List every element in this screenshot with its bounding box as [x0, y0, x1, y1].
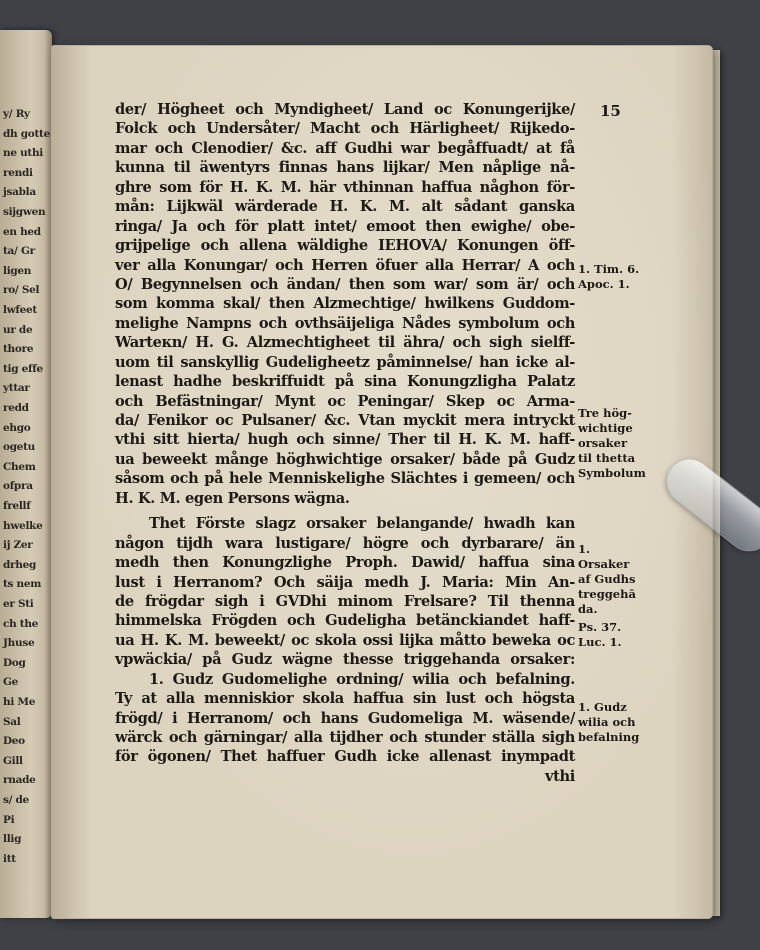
text-line: ua beweekt månge höghwichtige orsaker/ både på Gudz: [115, 450, 575, 468]
facing-page-line: Gill: [3, 754, 23, 767]
text-line: och Befästningar/ Mynt oc Peningar/ Skep oc Arma-: [115, 392, 575, 410]
facing-page-line: hi Me: [3, 696, 36, 708]
margin-note-tim-apoc: 1. Tim. 6. Apoc. 1.: [578, 262, 640, 291]
facing-page-line: rendi: [3, 166, 33, 179]
text-line: medh then Konungzlighe Proph. Dawid/ haffua sina: [115, 554, 575, 572]
text-line: mån: Lijkwäl wärderade H. K. M. alt sådant ganska: [115, 198, 575, 216]
margin-note-ps-luc: Ps. 37. Luc. 1.: [578, 620, 622, 649]
paragraph-1: [115, 100, 575, 508]
facing-page-line: ofpra: [3, 480, 33, 493]
text-line: Warteкn/ H. G. Alzmechtigheet til ähra/ och sigh sielff-: [115, 334, 575, 352]
facing-page-line: ta/ Gr: [3, 245, 35, 258]
facing-page-line: Deo: [3, 735, 25, 748]
paragraph-3: [115, 670, 575, 767]
facing-page-line: y/ Ry: [3, 108, 30, 120]
margin-note-gods-will: 1. Gudz wilia och befalning: [578, 700, 640, 744]
text-line: vpwäckia/ på Gudz wägne thesse triggehanda orsaker:: [115, 651, 575, 669]
facing-page-line: llig: [3, 833, 22, 846]
facing-page-line: redd: [3, 402, 29, 414]
text-line: Ty at alla menniskior skola haffua sin lust och högsta: [115, 690, 575, 708]
facing-page-line: lwfeet: [3, 304, 37, 316]
text-line: ver alla Konungar/ och Herren öfuer alla Herrar/ A och: [115, 256, 575, 274]
facing-page-line: ehgo: [3, 421, 31, 434]
facing-page-line: Chem: [3, 460, 36, 473]
facing-page-line: Jhuse: [3, 637, 35, 650]
facing-page-line: Dog: [3, 656, 26, 669]
facing-page-line: drheg: [3, 558, 37, 571]
text-line: kunna til äwentyrs finnas hans lijkar/ Men nåplige nå-: [115, 159, 575, 177]
facing-page-line: s/ de: [3, 794, 29, 806]
text-line: för ögonen/ Thet haffuer Gudh icke allenast inympadt: [115, 748, 575, 766]
facing-page-line: thore: [3, 343, 34, 356]
text-line: mar och Clenodier/ &c. aff Gudhi war begåffuadt/ at få: [115, 139, 575, 157]
catchword: vthi: [545, 767, 575, 785]
text-line: Thet Förste slagz orsaker belangande/ hwadh kan: [149, 515, 575, 533]
facing-page-line: ij Zer: [3, 539, 33, 552]
text-line: da/ Fenikor oc Pulsaner/ &c. Vtan myckit mera intryckt: [115, 412, 575, 429]
text-line: som komma skal/ then Alzmechtige/ hwilkens Guddom-: [115, 295, 575, 313]
text-line: melighe Nampns och ovthsäijeliga Nådes symbolum och: [115, 314, 575, 332]
text-line: der/ Högheet och Myndigheet/ Land oc Konungerijke/: [115, 101, 575, 118]
facing-page-line: Pi: [3, 813, 15, 826]
facing-page-line: Sal: [3, 715, 21, 728]
facing-page-left: [0, 30, 52, 918]
facing-page-line: yttar: [3, 382, 30, 395]
text-line: ghre som för H. K. M. här vthinnan haffua någhon för-: [115, 178, 575, 196]
text-line: frögd/ i Herranom/ och hans Gudomeliga M. wäsende/: [115, 709, 575, 727]
facing-page-line: dh gotte: [3, 127, 50, 140]
text-line: wärck och gärningar/ alla tijdher och stunder ställa sigh: [115, 729, 575, 746]
facing-page-line: frellf: [3, 500, 31, 512]
text-line: uom til sanskyllig Gudeligheetz påminnelse/ han icke al-: [115, 353, 575, 371]
text-line: ua H. K. M. beweekt/ oc skola ossi lijka måtto beweka oc: [115, 631, 575, 649]
facing-page-line: Ge: [3, 676, 19, 689]
page-number: 15: [600, 102, 621, 120]
page-text-block: [115, 100, 575, 786]
text-line: vthi sitt hierta/ hugh och sinne/ Ther til H. K. M. haff-: [115, 431, 575, 449]
facing-page-line: hwelke: [3, 519, 43, 532]
text-line: lenast hadhe beskriffuidt på sina Konungzligha Palatz: [115, 373, 575, 391]
text-line: lust i Herranom? Och säija medh J. Maria: Min An-: [115, 573, 575, 591]
margin-note-three-reasons: Tre hög- wichtige orsaker til thetta Symbolum: [578, 406, 646, 480]
text-line: grijpelige och allena wäldighe IEHOVA/ Konungen öff-: [115, 237, 575, 255]
facing-page-line: ur de: [3, 323, 33, 336]
facing-page-line: ogetu: [3, 441, 36, 454]
facing-page-line: tig effe: [3, 362, 43, 375]
facing-page-line: rnade: [3, 774, 36, 787]
margin-note-first-reasons: 1. Orsaker af Gudhs treggehā da.: [578, 542, 636, 616]
facing-page-line: ligen: [3, 264, 32, 277]
facing-page-line: ro/ Sel: [3, 284, 40, 297]
facing-page-line: en hed: [3, 225, 41, 238]
text-line: H. K. M. egen Persons wägna.: [115, 489, 350, 507]
text-line: ringa/ Ja och för platt intet/ emoot then ewighe/ obe-: [115, 217, 575, 235]
text-line: såsom och på hele Menniskelighe Slächtes i gemeen/ och: [115, 470, 575, 488]
text-line: någon tijdh wara lustigare/ högre och dyrbarare/ än: [115, 534, 575, 552]
text-line: Folck och Undersåter/ Macht och Härligheet/ Rijkedo-: [115, 120, 575, 138]
text-line: O/ Begynnelsen och ändan/ then som war/ som är/ och: [115, 275, 575, 293]
paragraph-2: [115, 514, 575, 670]
facing-page-line: sijgwen: [3, 206, 46, 218]
facing-page-line: jsabla: [3, 186, 36, 199]
text-line: 1. Gudz Gudomelighe ordning/ wilia och befalning.: [149, 670, 575, 688]
facing-page-line: er Sti: [3, 598, 34, 610]
text-line: de frögdar sigh i GVDhi minom Frelsare? Til thenna: [115, 592, 575, 610]
text-line: himmelska Frögden och Gudeligha betänckiandet haff-: [115, 612, 575, 630]
facing-page-line: ch the: [3, 617, 39, 630]
facing-page-line: ne uthi: [3, 147, 43, 160]
facing-page-line: itt: [3, 852, 16, 865]
facing-page-line: ts nem: [3, 578, 42, 591]
